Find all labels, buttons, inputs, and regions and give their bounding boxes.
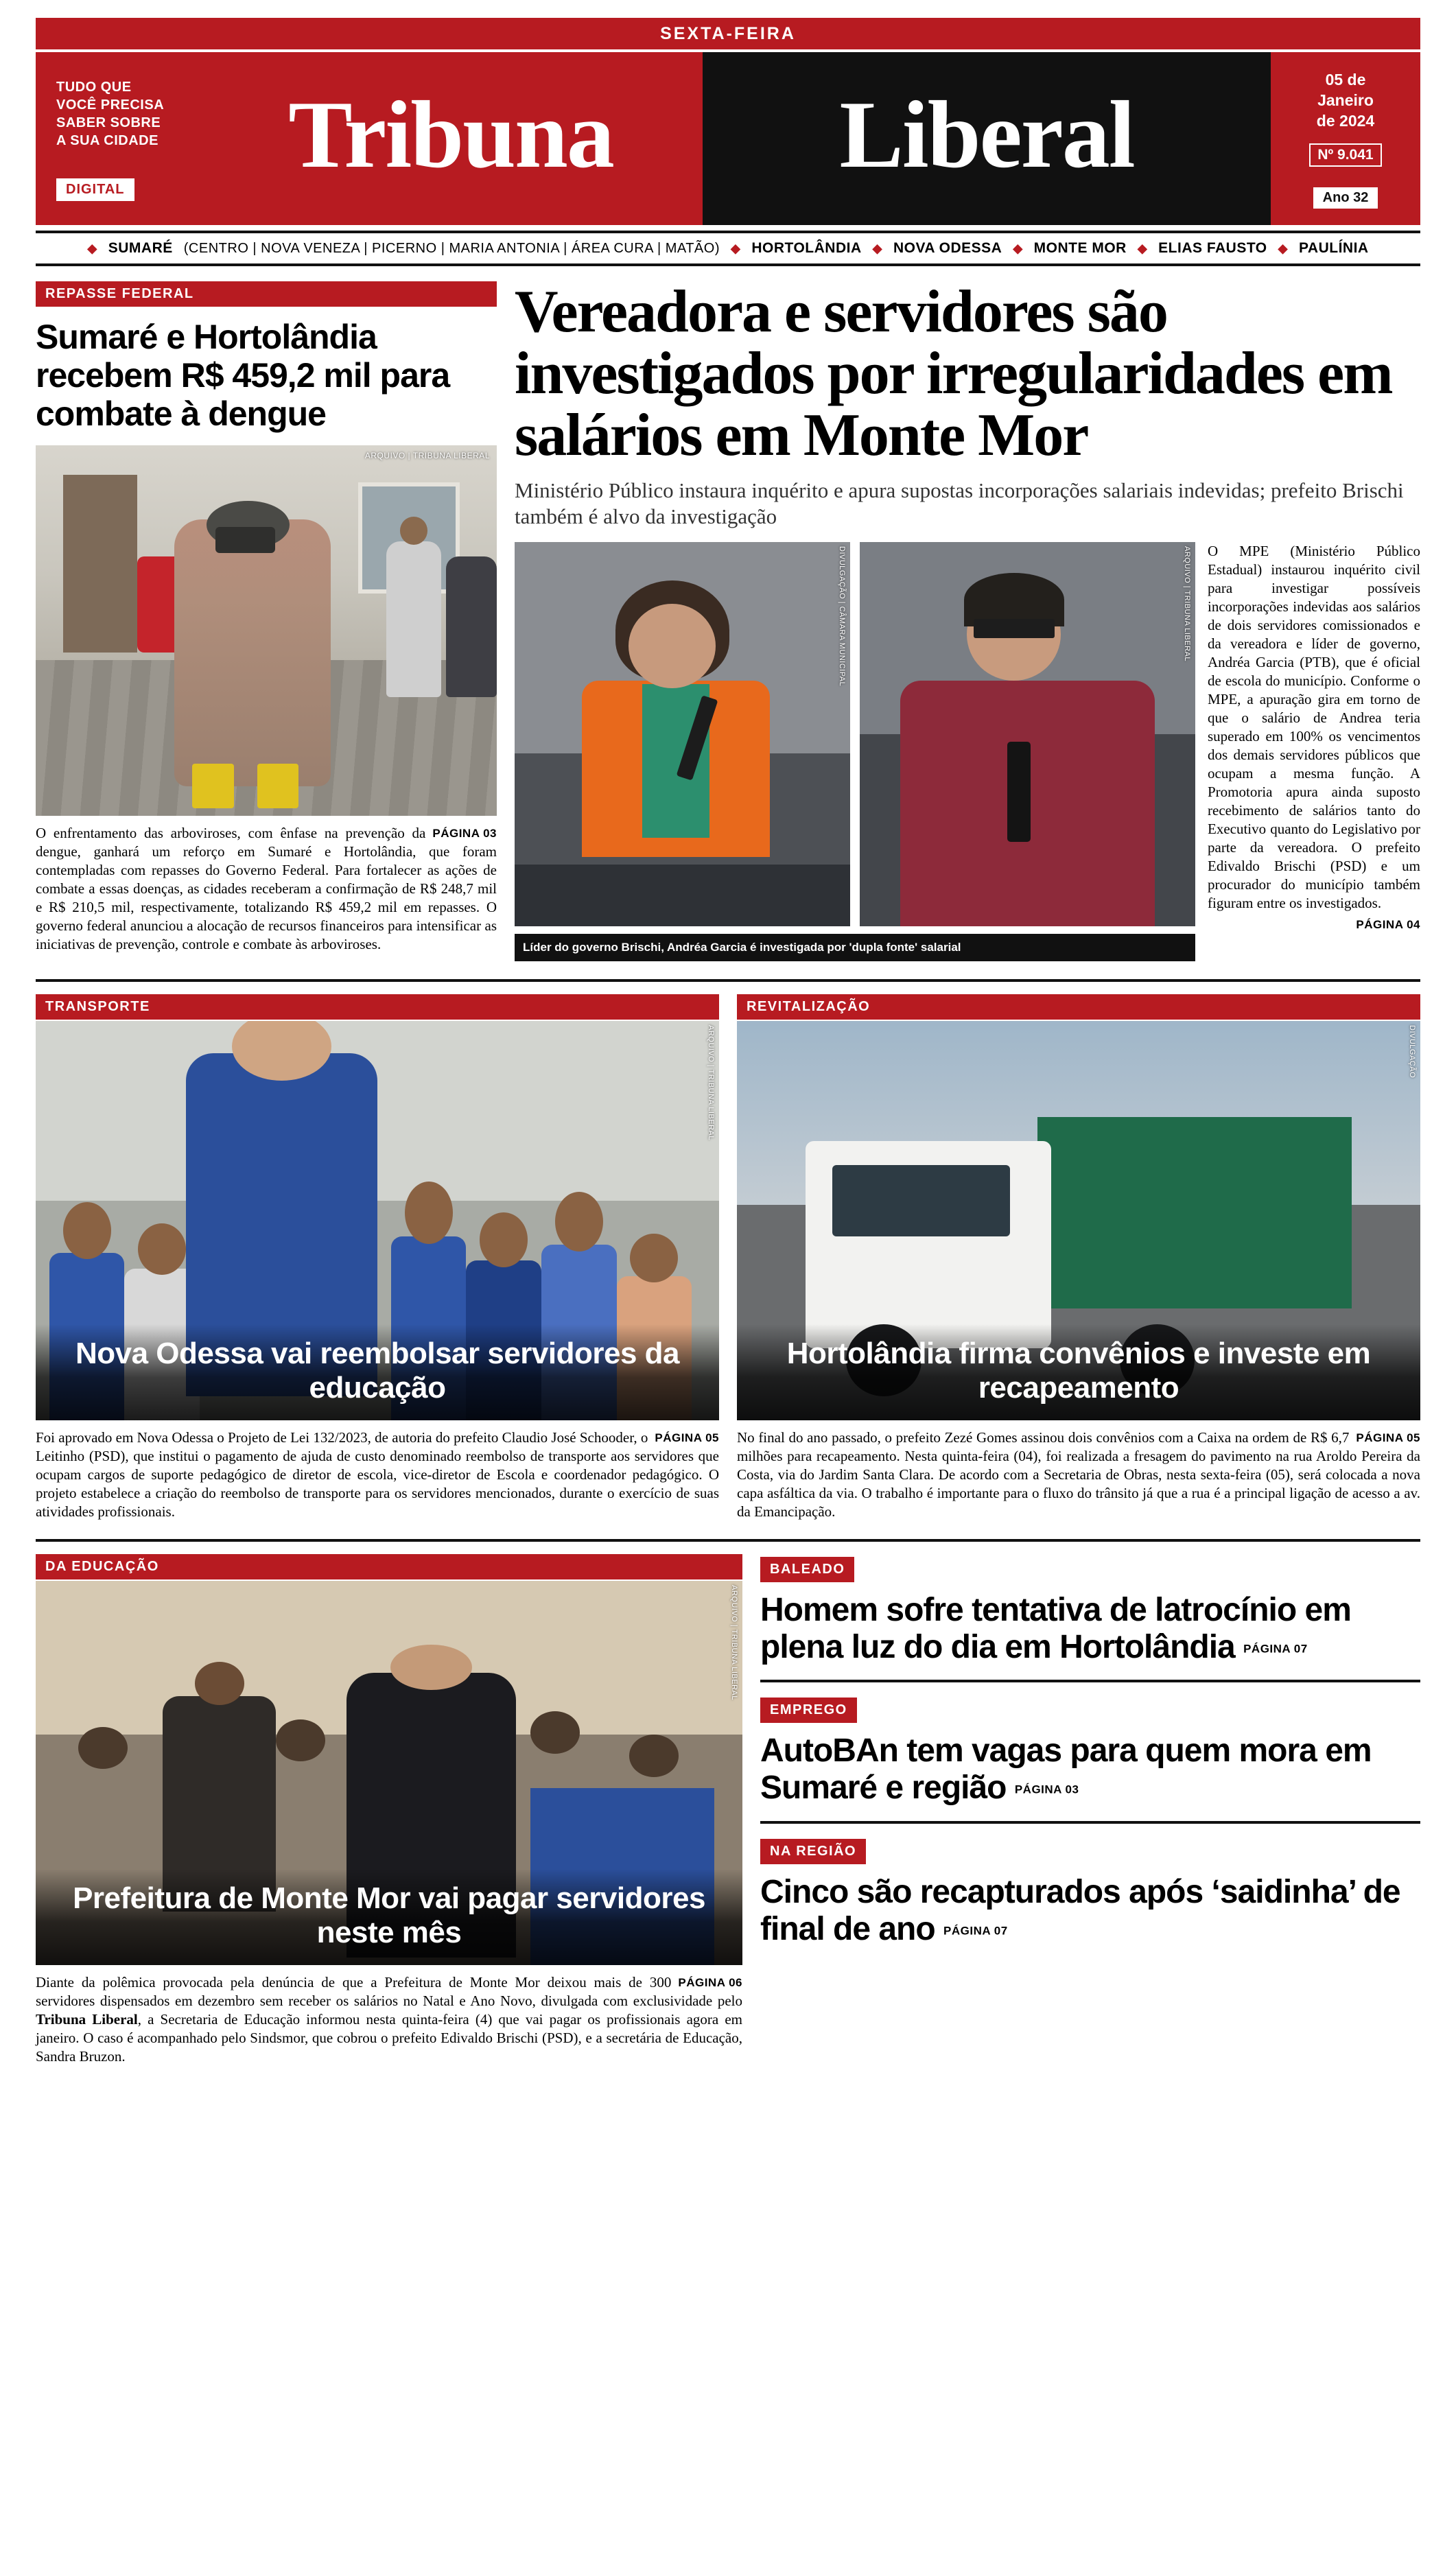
kicker-na-regiao: NA REGIÃO (760, 1839, 866, 1864)
brief-page-ref[interactable]: PÁGINA 07 (1243, 1642, 1308, 1656)
diamond-icon: ◆ (87, 241, 97, 255)
mid-left-page-ref[interactable]: PÁGINA 05 (655, 1431, 719, 1444)
masthead-title (199, 52, 1271, 225)
photo-credit: DIVULGAÇÃO (1408, 1025, 1416, 1079)
bottom-left-photo (36, 1581, 742, 1965)
photo-scene-councilwoman (515, 542, 850, 926)
kicker-revitalizacao: REVITALIZAÇÃO (737, 994, 1420, 1020)
bottom-left-body-part2: , a Secretaria de Educação informou nesta quinta-feira (4) que vai pagar os profissionais agora em janeiro. O caso é acompanhado pelo Sindsmor, que cobrou o prefeito Edivaldo Brischi (PSD), e a secretária de Educação, Sandra Bruzon. (36, 2011, 742, 2065)
brief-headline-text: Homem sofre tentativa de latrocínio em plena luz do dia em Hortolândia (760, 1592, 1351, 1665)
main-story-page-ref[interactable]: PÁGINA 04 (1356, 918, 1420, 931)
diamond-icon: ◆ (731, 241, 741, 255)
front-page-top-grid (36, 281, 1420, 961)
bottom-left-overlay-headline[interactable]: Prefeitura de Monte Mor vai pagar servidores neste mês (36, 1869, 742, 1965)
photo-scene-mayor (860, 542, 1195, 926)
masthead-word-liberal: Liberal (703, 52, 1271, 225)
mid-section (36, 979, 1420, 1521)
main-photo-caption: Líder do governo Brischi, Andréa Garcia é investigada por 'dupla fonte' salarial (515, 934, 1195, 961)
main-story-photos (515, 542, 1195, 934)
mid-right-body (737, 1429, 1420, 1521)
photo-credit: ARQUIVO | TRIBUNA LIBERAL (707, 1025, 715, 1140)
mid-story-revitalizacao (737, 994, 1420, 1521)
photo-credit: ARQUIVO | TRIBUNA LIBERAL (730, 1585, 738, 1700)
city-hortolandia: HORTOLÂNDIA (751, 240, 862, 256)
tagline (56, 78, 199, 150)
city-sumare: SUMARÉ (108, 240, 173, 256)
bottom-left-body-part1: Diante da polêmica provocada pela denúncia de que a Prefeitura de Monte Mor deixou mais de 300 servidores dispensados em dezembro sem receber os salários no Natal e Ano Novo, divulgada com exclusividade pelo (36, 1974, 742, 2009)
left-story-page-ref[interactable]: PÁGINA 03 (432, 827, 497, 840)
masthead (36, 52, 1420, 225)
date-line-2: Janeiro (1317, 91, 1374, 109)
diamond-icon: ◆ (1013, 241, 1023, 255)
masthead-tagline-block (36, 52, 199, 225)
weekday-bar (36, 18, 1420, 49)
mid-right-page-ref[interactable]: PÁGINA 05 (1356, 1431, 1420, 1444)
brief-emprego (760, 1698, 1420, 1823)
kicker-transporte: TRANSPORTE (36, 994, 719, 1020)
main-story-body (1208, 542, 1420, 931)
kicker-repasse-federal: REPASSE FEDERAL (36, 281, 497, 307)
main-subheadline: Ministério Público instaura inquérito e apura supostas incorporações salariais indevidas; prefeito Brischi também é alvo da investigação (515, 478, 1404, 528)
brief-headline-text: AutoBAn tem vagas para quem mora em Sumaré e região (760, 1732, 1372, 1807)
left-story-headline[interactable]: Sumaré e Hortolândia recebem R$ 459,2 mil para combate à dengue (36, 318, 450, 433)
bottom-left-page-ref[interactable]: PÁGINA 06 (678, 1976, 742, 1989)
mid-left-photo (36, 1021, 719, 1420)
mid-right-photo (737, 1021, 1420, 1420)
tagline-line-3: SABER SOBRE (56, 115, 161, 130)
masthead-meta (1271, 52, 1420, 225)
city-sumare-districts: (CENTRO | NOVA VENEZA | PICERNO | MARIA ANTONIA | ÁREA CURA | MATÃO) (183, 240, 720, 256)
digital-badge: DIGITAL (56, 178, 134, 201)
issue-number: Nº 9.041 (1309, 143, 1381, 167)
left-story-body-text: O enfrentamento das arboviroses, com ênfase na prevenção da dengue, ganhará um reforço em Sumaré e Hortolândia, que foram contempladas com repasses do Governo Federal. Para fortalecer as ações de combate a essas doenças, as cidades receberam a confirmação de R$ 248,7 mil e R$ 210,5 mil, respectivamente, totalizando R$ 459,2 mil em repasses. O governo federal anunciou a alocação de recursos financeiros para intensificar as iniciativas de prevenção, controle e combate às arboviroses. (36, 825, 497, 952)
brief-page-ref[interactable]: PÁGINA 07 (943, 1923, 1008, 1937)
left-story-body (36, 824, 497, 954)
left-story-photo (36, 445, 497, 816)
brief-baleado (760, 1557, 1420, 1682)
city-nova-odessa: NOVA ODESSA (893, 240, 1002, 256)
main-photo-prefeito (860, 542, 1195, 926)
photo-credit: DIVULGAÇÃO | CÂMARA MUNICIPAL (838, 546, 846, 687)
mid-right-body-text: No final do ano passado, o prefeito Zezé Gomes assinou dois convênios com a Caixa na ordem de R$ 6,7 milhões para recapeamento. Nesta quinta-feira (04), foi realizada a fresagem do pavimento na rua Aroldo Pereira da Costa, via do Jardim Santa Clara. De acordo com a Secretaria de Obras, nesta sexta-feira (05), será colocada a nova capa asfáltica da via. O trabalho é importante para o fluxo do trânsito já que a rua é a principal ligação de acesso a av. da Emancipação. (737, 1429, 1420, 1520)
bottom-section (36, 1539, 1420, 2066)
edition-year: Ano 32 (1313, 187, 1378, 209)
bottom-left-body (36, 1973, 742, 2066)
date-line-1: 05 de (1325, 70, 1366, 89)
bottom-story-educacao (36, 1554, 742, 2066)
mid-right-overlay-headline[interactable]: Hortolândia firma convênios e investe em recapeamento (737, 1324, 1420, 1420)
brief-headline-text: Cinco são recapturados após ‘saidinha’ de final de ano (760, 1873, 1400, 1947)
main-story-body-text: O MPE (Ministério Público Estadual) instaurou inquérito civil para investigar possíveis incorporações indevidas aos salários de dois servidores comissionados e da vereadora e líder de governo, Andréa Garcia (PTB), que é oficial de escola do município. Conforme o MPE, a apuração gira em torno de que o salário de Andrea teria superado em 100% os vencimentos dos demais servidores públicos que ocupam a mesma função. A Promotoria apura ainda suposto recebimento de salários tanto do Executivo quanto do Legislativo por parte da vereadora. O prefeito Edivaldo Brischi (PSD) e um procurador do município também figuram entre os investigados. (1208, 543, 1420, 911)
main-story-row (515, 542, 1420, 934)
divider (760, 1680, 1420, 1682)
tagline-line-1: TUDO QUE (56, 80, 132, 95)
briefs-column (760, 1554, 1420, 2066)
left-column (36, 281, 497, 961)
main-headline[interactable]: Vereadora e servidores são investigados por irregularidades em salários em Monte Mor (515, 279, 1392, 469)
brief-headline-baleado[interactable] (760, 1592, 1420, 1667)
weekday-label: SEXTA-FEIRA (660, 23, 796, 43)
mid-left-body (36, 1429, 719, 1521)
divider (760, 1821, 1420, 1824)
main-story (515, 281, 1420, 961)
main-story-text-column (1208, 542, 1420, 934)
tagline-line-4: A SUA CIDADE (56, 133, 158, 148)
kicker-emprego: EMPREGO (760, 1698, 857, 1723)
publication-date (1317, 69, 1374, 131)
diamond-icon: ◆ (1137, 241, 1148, 255)
brand-mention: Tribuna Liberal (36, 2011, 138, 2028)
brief-na-regiao (760, 1839, 1420, 1949)
brief-headline-emprego[interactable] (760, 1732, 1420, 1808)
tagline-line-2: VOCÊ PRECISA (56, 97, 165, 113)
kicker-baleado: BALEADO (760, 1557, 854, 1582)
main-photo-vereadora (515, 542, 850, 926)
mid-story-transporte (36, 994, 719, 1521)
coverage-cities-strip (36, 231, 1420, 266)
brief-page-ref[interactable]: PÁGINA 03 (1014, 1783, 1079, 1796)
mid-left-body-text: Foi aprovado em Nova Odessa o Projeto de Lei 132/2023, de autoria do prefeito Claudio José Schooder, o Leitinho (PSD), que institui o pagamento de ajuda de custo denominado reembolso de transporte aos servidores que ocupam cargos de suporte pedagógico de diretor de escola, vice-diretor de Escola e coordenador pedagógico. O projeto estabelece a criação do reembolso de transporte para os servidores mencionados, durante o exercício de suas atividades profissionais. (36, 1429, 719, 1520)
date-line-3: de 2024 (1316, 111, 1375, 130)
city-monte-mor: MONTE MOR (1033, 240, 1127, 256)
city-paulinia: PAULÍNIA (1298, 240, 1369, 256)
masthead-word-tribuna: Tribuna (199, 52, 703, 225)
mid-left-overlay-headline[interactable]: Nova Odessa vai reembolsar servidores da educação (36, 1324, 719, 1420)
diamond-icon: ◆ (872, 241, 882, 255)
photo-credit: ARQUIVO | TRIBUNA LIBERAL (364, 451, 490, 460)
photo-credit: ARQUIVO | TRIBUNA LIBERAL (1183, 546, 1191, 661)
photo-scene-dengue-agent (36, 445, 497, 816)
city-elias-fausto: ELIAS FAUSTO (1158, 240, 1267, 256)
brief-headline-na-regiao[interactable] (760, 1874, 1420, 1949)
diamond-icon: ◆ (1278, 241, 1288, 255)
kicker-da-educacao: DA EDUCAÇÃO (36, 1554, 742, 1579)
